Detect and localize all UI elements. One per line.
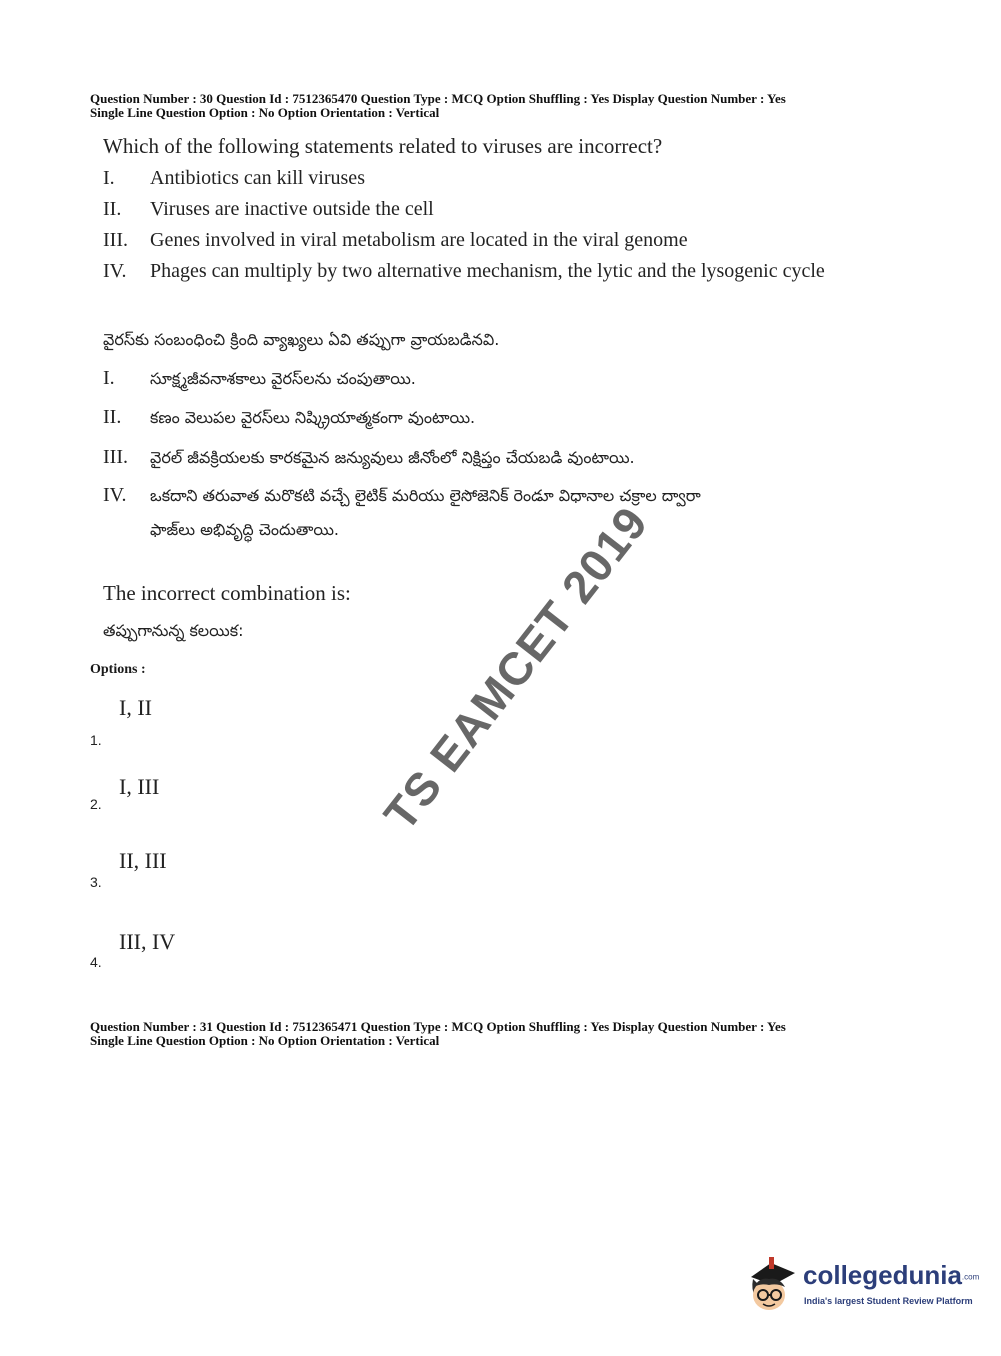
statement-te-1 (103, 367, 416, 392)
statement-text: వైరల్ జీవక్రియలకు కారకమైన జన్యువులు జీనోంలో నిక్షిప్తం చేయబడి వుంటాయి. (150, 448, 635, 467)
statement-en-1 (103, 167, 365, 190)
statement-number: III. (103, 229, 128, 251)
statement-text: Viruses are inactive outside the cell (150, 198, 434, 220)
statement-te-2 (103, 406, 475, 431)
combination-telugu: తప్పుగానున్న కలయిక: (103, 621, 244, 640)
statement-number: II. (103, 198, 122, 220)
statement-text: Phages can multiply by two alternative mechanism, the lytic and the lysogenic cycle (150, 260, 825, 282)
option-2-text[interactable]: I, III (119, 774, 160, 799)
combination-english: The incorrect combination is: (103, 581, 351, 605)
statement-number: IV. (103, 260, 127, 282)
statement-en-4 (103, 260, 825, 283)
statement-text: Antibiotics can kill viruses (150, 167, 365, 189)
question-meta-line1: Question Number : 30 Question Id : 7512365470 Question Type : MCQ Option Shuffling : Yes Display Question Number : Yes (90, 91, 786, 106)
option-3-text[interactable]: II, III (119, 848, 167, 873)
statement-number: III. (103, 446, 128, 468)
question-stem-telugu: వైరస్‌కు సంబంధించి క్రింది వ్యాఖ్యలు ఏవి తప్పుగా వ్రాయబడినవి. (103, 330, 500, 349)
statement-number: I. (103, 167, 115, 189)
logo-tagline: India's largest Student Review Platform (804, 1296, 973, 1306)
statement-te-4-continuation: ఫాజ్‌లు అభివృద్ధి చెందుతాయి. (150, 520, 339, 539)
statement-text: Genes involved in viral metabolism are located in the viral genome (150, 229, 688, 251)
statement-number: II. (103, 406, 122, 428)
option-1-number: 1. (90, 732, 102, 748)
statement-number: I. (103, 367, 115, 389)
question-31-meta-line2: Single Line Question Option : No Option Orientation : Vertical (90, 1033, 440, 1048)
statement-text: కణం వెలుపల వైరస్‌లు నిష్క్రియాత్మకంగా వుంటాయి. (150, 408, 476, 427)
question-meta-line2: Single Line Question Option : No Option Orientation : Vertical (90, 105, 440, 120)
watermark: TS EAMCET 2019 (373, 496, 658, 840)
statement-te-3 (103, 446, 635, 471)
option-2-number: 2. (90, 796, 102, 812)
mascot-icon (745, 1255, 797, 1315)
option-1-text[interactable]: I, II (119, 695, 152, 720)
statement-number: IV. (103, 484, 127, 506)
statement-text: సూక్ష్మజీవనాశకాలు వైరస్‌లను చంపుతాయి. (150, 369, 416, 388)
option-4-text[interactable]: III, IV (119, 929, 176, 954)
collegedunia-logo[interactable] (745, 1250, 980, 1320)
logo-name (803, 1260, 979, 1291)
statement-text: ఒకదాని తరువాత మరొకటి వచ్చే లైటిక్ మరియు లైసోజెనిక్ రెండూ విధానాల చక్రాల ద్వారా (150, 486, 701, 505)
statement-en-3 (103, 229, 688, 252)
question-31-meta-line1: Question Number : 31 Question Id : 7512365471 Question Type : MCQ Option Shuffling : Yes Display Question Number : Yes (90, 1019, 786, 1034)
logo-suffix: .com (961, 1272, 980, 1282)
statement-en-2 (103, 198, 434, 221)
options-label: Options : (90, 662, 146, 677)
logo-name-text: collegedunia (803, 1260, 962, 1290)
question-stem-english: Which of the following statements related to viruses are incorrect? (103, 134, 663, 158)
option-4-number: 4. (90, 954, 102, 970)
option-3-number: 3. (90, 874, 102, 890)
